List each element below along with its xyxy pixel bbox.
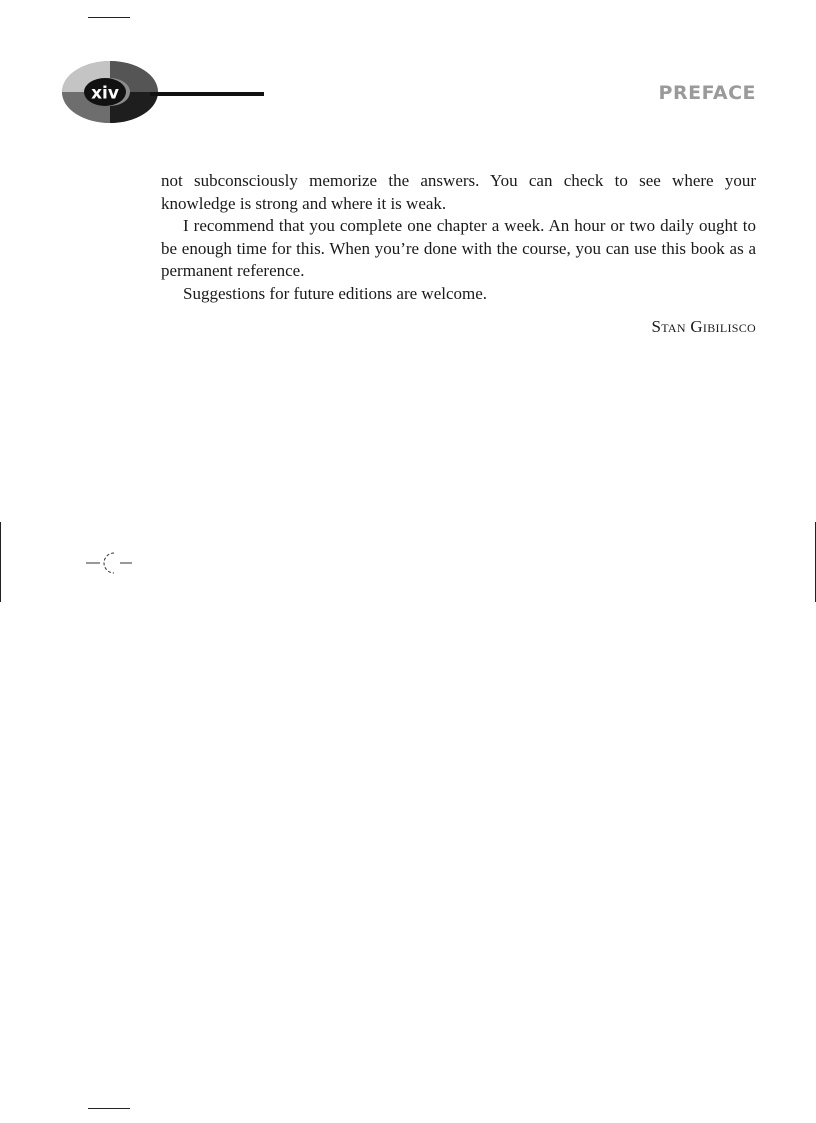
crop-mark-top: [88, 17, 130, 18]
crop-mark-bottom: [88, 1108, 130, 1109]
folio-badge-icon: [60, 60, 160, 124]
folio-number: xiv: [91, 83, 119, 104]
running-head: PREFACE: [658, 82, 756, 104]
paragraph: not subconsciously memorize the answers. You can check to see where your knowledge is strong and where it is weak.: [161, 171, 756, 213]
paragraph: I recommend that you complete one chapter a week. An hour or two daily ought to be enough time for this. When you’re done with the course, you can use this book as a permanent reference.: [161, 216, 756, 280]
body-text: [161, 170, 756, 305]
binding-edge-left: [0, 522, 1, 602]
paragraph: Suggestions for future editions are welcome.: [183, 283, 488, 303]
author-signature: Stan Gibilisco: [651, 317, 756, 336]
header-rule: [150, 92, 264, 96]
registration-mark-icon: [86, 548, 134, 578]
